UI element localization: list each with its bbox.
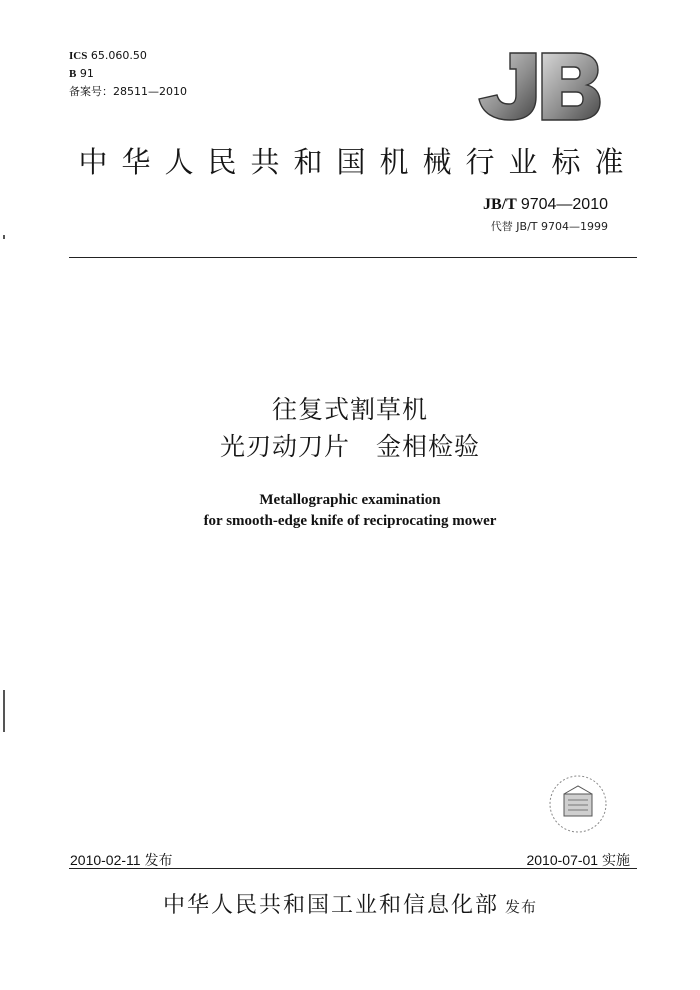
issue-date-line [70, 850, 172, 870]
implement-label: 实施 [602, 853, 630, 869]
scan-margin-mark [3, 690, 5, 732]
standard-number [483, 196, 608, 214]
logo-text: JB [538, 91, 539, 92]
class-row [69, 65, 187, 83]
chinese-title-line1: 往复式割草机 [271, 395, 428, 424]
record-label: 备案号： [69, 85, 113, 98]
publisher-seal-icon [538, 770, 618, 836]
ics-row [69, 47, 187, 65]
standard-category-title: 中华人民共和国机械行业标准 [78, 145, 638, 179]
jb-logo [476, 51, 601, 122]
replaces-line [491, 218, 608, 234]
class-label: B [69, 68, 77, 80]
record-number: 28511—2010 [113, 85, 187, 98]
bottom-rule [69, 868, 637, 869]
issue-date: 2010-02-11 [70, 852, 141, 868]
record-row [69, 83, 187, 101]
implement-date-line [526, 850, 630, 870]
header-metadata [69, 47, 187, 101]
english-title-line2: for smooth-edge knife of reciprocating mower [203, 513, 497, 529]
top-rule [69, 257, 637, 258]
replaces-label: 代替 [490, 220, 513, 233]
ics-label: ICS [69, 50, 88, 62]
issuer-line [0, 888, 700, 919]
standard-number-value: 9704—2010 [520, 196, 608, 213]
issue-label: 发布 [144, 853, 173, 869]
issuer-action: 发布 [505, 898, 538, 916]
implement-date: 2010-07-01 [526, 852, 599, 868]
class-code: 91 [79, 67, 94, 80]
issuer-name: 中华人民共和国工业和信息化部 [162, 893, 499, 918]
english-title-line1: Metallographic examination [259, 492, 441, 508]
scan-margin-mark [3, 235, 5, 239]
replaces-number: JB/T 9704—1999 [516, 220, 608, 233]
standard-prefix: JB/T [483, 196, 517, 213]
ics-code: 65.060.50 [90, 49, 147, 62]
chinese-title-line2: 光刃动刀片 金相检验 [219, 432, 480, 461]
